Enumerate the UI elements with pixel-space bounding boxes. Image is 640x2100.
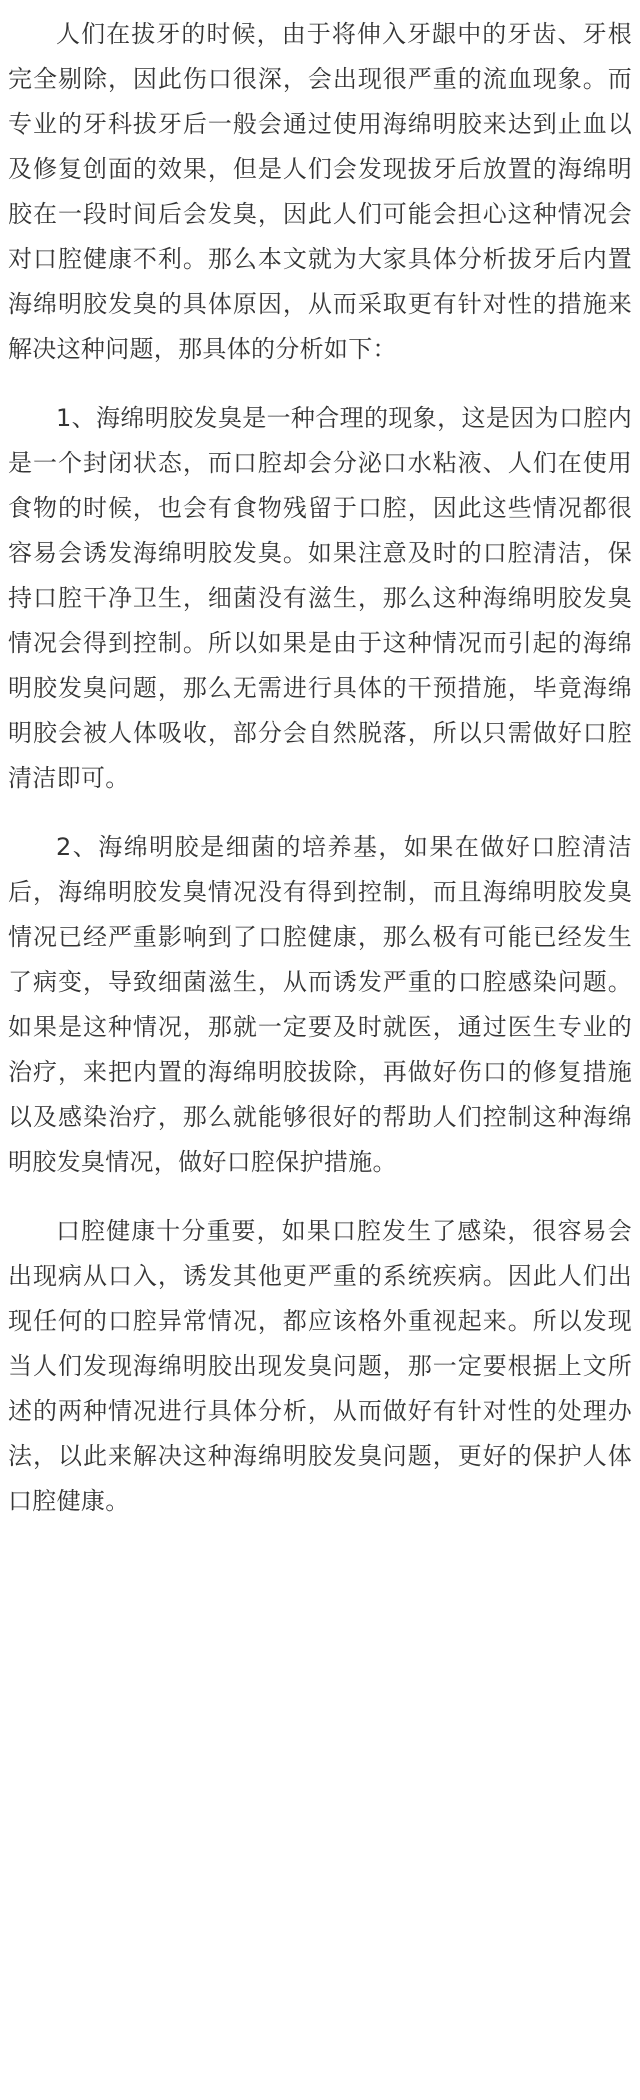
- paragraph-conclusion: 口腔健康十分重要，如果口腔发生了感染，很容易会出现病从口入，诱发其他更严重的系统疾病。因此人们出现任何的口腔异常情况，都应该格外重视起来。所以发现当人们发现海绵明胶出现发臭问题，那一定要根据上文所述的两种情况进行具体分析，从而做好有针对性的处理办法，以此来解决这种海绵明胶发臭问题，更好的保护人体口腔健康。: [8, 1217, 632, 1515]
- paragraph-point-2: 2、海绵明胶是细菌的培养基，如果在做好口腔清洁后，海绵明胶发臭情况没有得到控制，而且海绵明胶发臭情况已经严重影响到了口腔健康，那么极有可能已经发生了病变，导致细菌滋生，从而诱发严重的口腔感染问题。如果是这种情况，那就一定要及时就医，通过医生专业的治疗，来把内置的海绵明胶拔除，再做好伤口的修复措施以及感染治疗，那么就能够很好的帮助人们控制这种海绵明胶发臭情况，做好口腔保护措施。: [8, 833, 632, 1176]
- paragraph-point-1: 1、海绵明胶发臭是一种合理的现象，这是因为口腔内是一个封闭状态，而口腔却会分泌口水粘液、人们在使用食物的时候，也会有食物残留于口腔，因此这些情况都很容易会诱发海绵明胶发臭。如果注意及时的口腔清洁，保持口腔干净卫生，细菌没有滋生，那么这种海绵明胶发臭情况会得到控制。所以如果是由于这种情况而引起的海绵明胶发臭问题，那么无需进行具体的干预措施，毕竟海绵明胶会被人体吸收，部分会自然脱落，所以只需做好口腔清洁即可。: [8, 404, 632, 792]
- paragraph-intro: 人们在拔牙的时候，由于将伸入牙龈中的牙齿、牙根完全剔除，因此伤口很深，会出现很严重的流血现象。而专业的牙科拔牙后一般会通过使用海绵明胶来达到止血以及修复创面的效果，但是人们会发现拔牙后放置的海绵明胶在一段时间后会发臭，因此人们可能会担心这种情况会对口腔健康不利。那么本文就为大家具体分析拔牙后内置海绵明胶发臭的具体原因，从而采取更有针对性的措施来解决这种问题，那具体的分析如下：: [8, 20, 632, 363]
